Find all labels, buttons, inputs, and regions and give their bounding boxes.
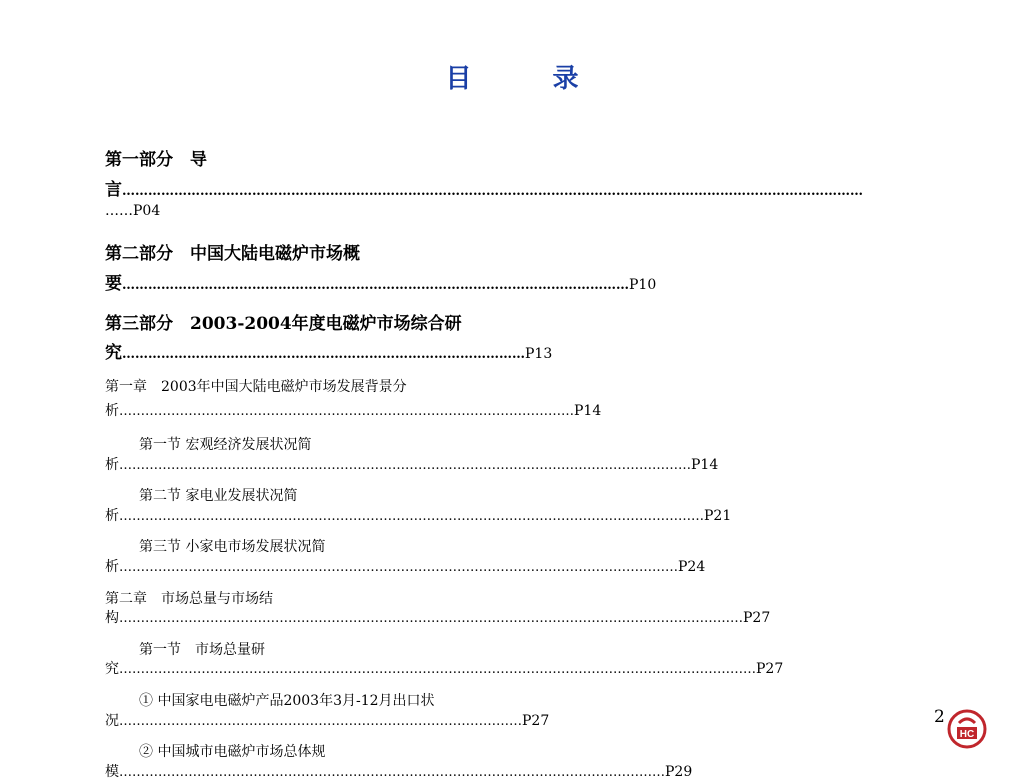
toc-dots: …………………………………………………………………………………………………………………… [119,458,691,473]
toc-dots: ……………………………………………………………………………………………………………………… [119,509,704,524]
toc-entry-heading: ② 中国城市电磁炉市场总体规 [139,744,326,760]
toc-entry-leader [105,269,656,294]
toc-entry-page: P27 [756,661,784,677]
toc-entry-tail: 析 [105,403,119,419]
toc-entry-leader [105,175,965,200]
toc-entry-heading: 第二节 家电业发展状况简 [139,488,298,504]
toc-entry-page: P24 [678,559,706,575]
toc-entry-heading: 第三节 小家电市场发展状况简 [139,539,326,555]
toc-entry-tail: 析 [105,559,119,575]
toc-entry-leader [105,710,549,730]
toc-entry-page: P27 [743,610,771,626]
toc-dots: ……………………………………………………………………………………………………………………………… [119,611,743,626]
toc-entry-tail: 模 [105,764,119,780]
toc-entry-leader [105,658,783,678]
toc-entry-heading: 第三部分 2003-2004年度电磁炉市场综合研 [105,314,462,334]
toc-entry-tail: 构 [105,610,119,626]
toc-entry-page: P13 [525,346,553,362]
toc-dots: ……………………………………………………………………………………………………………… [119,765,665,780]
toc-entry-heading: 第一部分 导 [105,150,207,170]
toc-entry-heading: 第二章 市场总量与市场结 [105,591,273,607]
toc-entry-heading: 第一节 宏观经济发展状况简 [139,437,312,453]
toc-entry-tail: 究 [105,661,119,677]
toc-entry-heading: 第一章 2003年中国大陆电磁炉市场发展背景分 [105,379,407,395]
company-logo-icon [947,709,987,749]
toc-entry-tail: 析 [105,508,119,524]
toc-dots: ……………………………………………………………………………………………………… [122,278,629,293]
toc-dots: ………………………………………………………………………………… [119,714,522,729]
page-title: 目 录 [445,64,615,94]
toc-dots: ………………………………………………………………………………………………………………………………… [119,662,756,677]
toc-entry-leader [105,556,705,576]
logo-text: HC [959,729,975,740]
toc-entry-heading: 第一节 市场总量研 [139,642,265,658]
toc-dots: …………………………………………………………………………………………… [119,404,574,419]
toc-dots: ………………………………………………………………………………… [122,347,525,362]
toc-entry-page: P21 [704,508,732,524]
toc-dots: ……………………………………………………………………………………………………………………………………………………… [122,184,863,199]
toc-entry-tail: 言 [105,180,122,200]
toc-entry-tail: 究 [105,343,122,363]
toc-entry-leader [105,400,601,420]
toc-entry-leader [105,338,552,363]
toc-dots: ………………………………………………………………………………………………………………… [119,560,678,575]
toc-entry-leader [105,505,731,525]
toc-entry-leader [105,761,692,781]
toc-entry-page: ……P04 [105,203,161,219]
toc-entry-page: P14 [574,403,602,419]
toc-entry-page: P29 [665,764,693,780]
toc-entry-page: P27 [522,713,550,729]
slide-number: 2 [934,707,945,727]
toc-entry-tail: 析 [105,457,119,473]
toc-entry-page: P14 [691,457,719,473]
toc-entry-heading: 第二部分 中国大陆电磁炉市场概 [105,244,360,264]
toc-entry-leader [105,454,718,474]
toc-entry-heading: ① 中国家电电磁炉产品2003年3月-12月出口状 [139,693,435,709]
toc-entry-leader [105,607,770,627]
toc-entry-page: P10 [629,277,657,293]
toc-entry-tail: 况 [105,713,119,729]
toc-entry-tail: 要 [105,274,122,294]
